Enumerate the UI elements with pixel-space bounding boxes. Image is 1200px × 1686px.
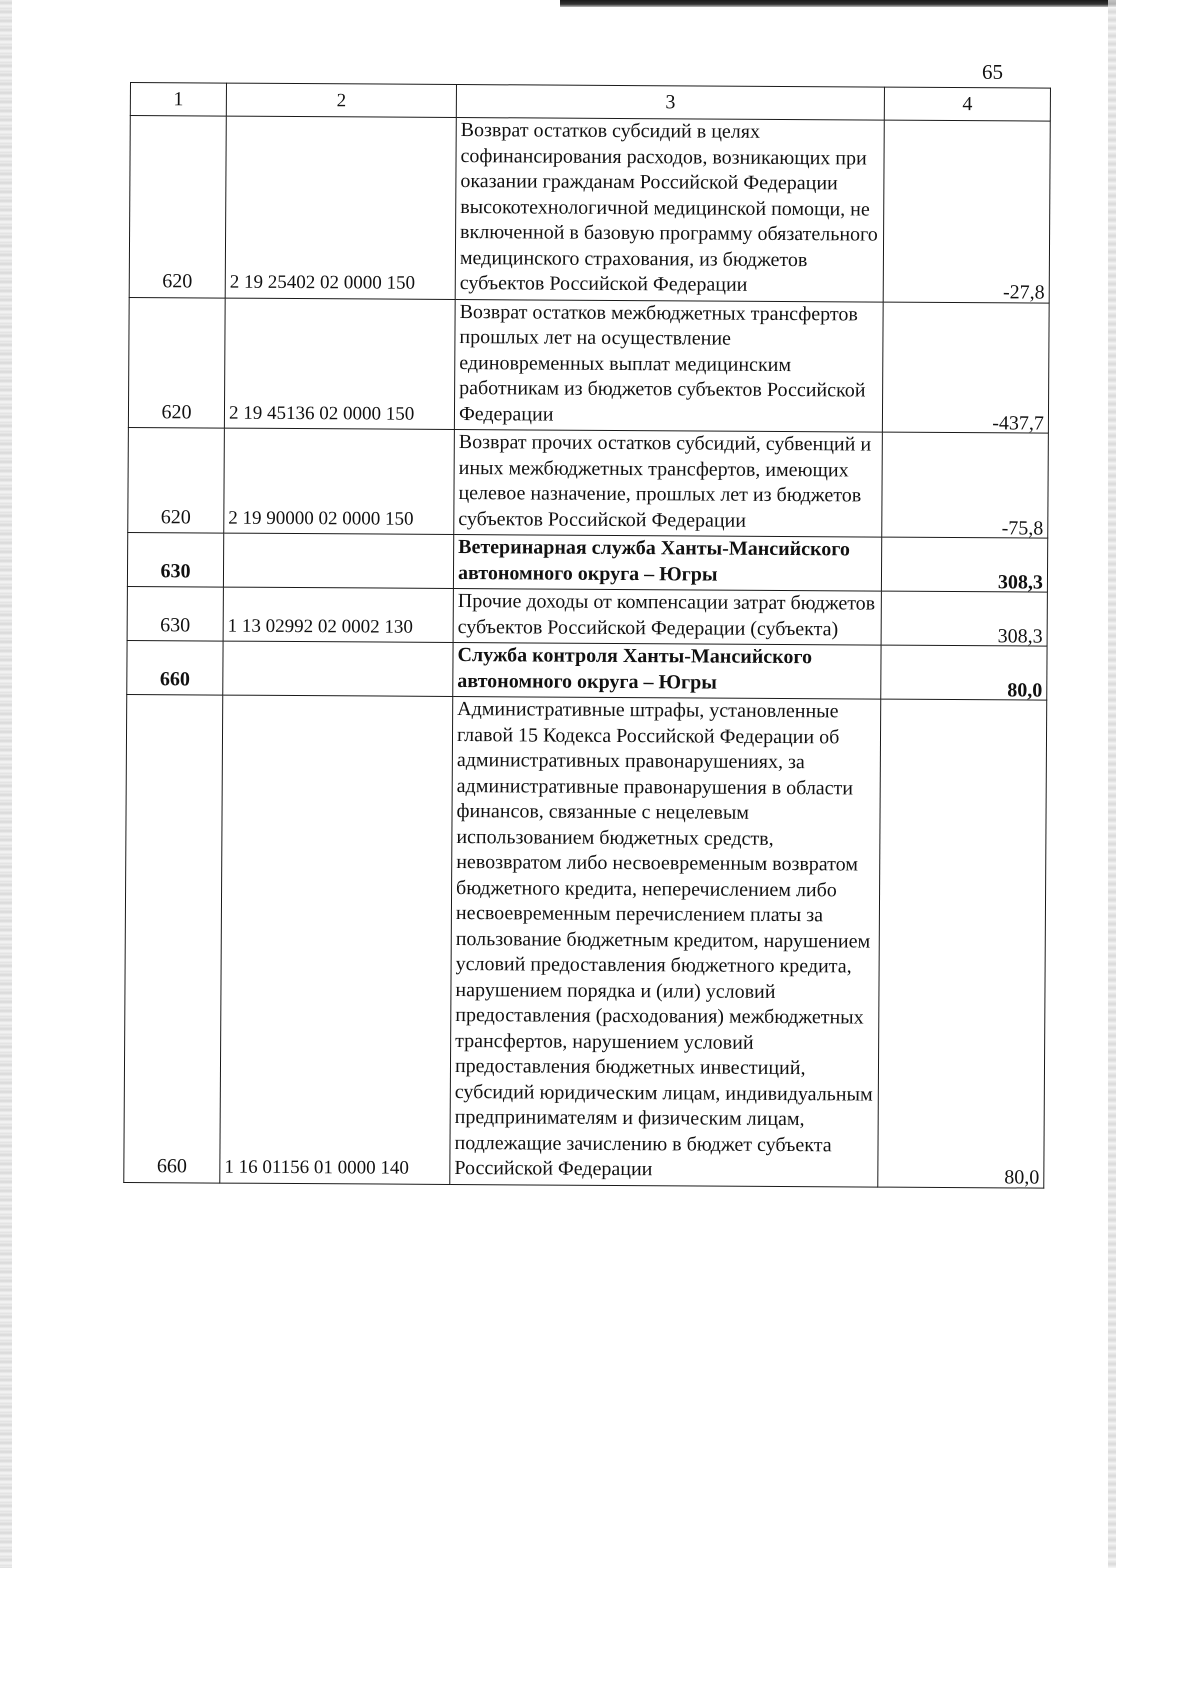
scan-border-right — [1108, 0, 1116, 1568]
description-cell: Административные штрафы, установленные главой 15 Кодекса Российской Федерации об административных правонарушениях, за административные правонарушения в области финансов, связанные с нецелевым использованием бюджетных средств, невозвратом либо несвоевременным возвратом бюджетного кредита, неперечислением либо несвоевременным перечислением платы за пользование бюджетным кредитом, нарушением условий предоставления бюджетного кредита, нарушением порядка и (или) условий предоставления (расходования) межбюджетных трансфертов, нарушением условий предоставления бюджетных инвестиций, субсидий юридическим лицам, индивидуальным предпринимателям и физическим лицам, подлежащие зачислению в бюджет субъекта Российской Федерации — [450, 696, 881, 1186]
budget-code-cell: 1 13 02992 02 0002 130 — [223, 587, 453, 642]
amount-value: 308,3 — [997, 624, 1043, 648]
table-row — [128, 427, 1049, 538]
amount-value: 308,3 — [997, 570, 1044, 594]
amount-value: 80,0 — [1004, 1166, 1040, 1189]
admin-code-cell: 630 — [127, 586, 223, 641]
header-col-2: 2 — [226, 83, 456, 117]
amount-cell — [883, 120, 1050, 303]
amount-cell — [882, 302, 1049, 434]
budget-code-cell: 2 19 25402 02 0000 150 — [225, 116, 456, 299]
description-cell: Возврат остатков субсидий в целях софинансирования расходов, возникающих при оказании гражданам Российской Федерации высокотехнологичной медицинской помощи, не включенной в базовую программу обязательного медицинского страхования, из бюджетов субъектов Российской Федерации — [455, 117, 884, 301]
scan-border-top — [560, 0, 1116, 7]
amount-value: 80,0 — [1007, 678, 1043, 702]
admin-code-cell: 660 — [124, 694, 223, 1182]
description-cell: Служба контроля Ханты-Мансийского автономного округа – Югры — [453, 642, 881, 699]
table-row — [127, 586, 1047, 646]
amount-value: -27,8 — [1002, 281, 1045, 304]
table-row-section-header — [127, 640, 1047, 700]
table-row-section-header — [127, 532, 1047, 592]
budget-code-cell: 2 19 45136 02 0000 150 — [224, 298, 455, 430]
admin-code-cell: 660 — [127, 640, 223, 695]
amount-cell — [881, 645, 1047, 700]
amount-cell — [878, 699, 1047, 1188]
page-number: 65 — [982, 60, 1003, 84]
header-col-3: 3 — [456, 84, 884, 120]
description-cell: Возврат остатков межбюджетных трансфертов прошлых лет на осуществление единовременных выплат медицинским работникам из бюджетов субъектов Российской Федерации — [454, 299, 883, 432]
description-cell: Ветеринарная служба Ханты-Мансийского автономного округа – Югры — [453, 534, 881, 591]
table-row — [124, 694, 1047, 1187]
admin-code-cell: 620 — [129, 116, 226, 298]
budget-code-cell: 1 16 01156 01 0000 140 — [220, 695, 453, 1184]
admin-code-cell: 620 — [128, 297, 225, 428]
budget-code-cell — [223, 533, 453, 588]
description-cell: Прочие доходы от компенсации затрат бюджетов субъектов Российской Федерации (субъекта) — [453, 588, 881, 645]
amount-cell — [882, 432, 1049, 538]
amount-cell — [881, 537, 1047, 592]
table-row — [129, 116, 1050, 303]
revenue-table — [123, 82, 1051, 1188]
description-cell: Возврат прочих остатков субсидий, субвенций и иных межбюджетных трансфертов, имеющих целевое назначение, прошлых лет из бюджетов субъектов Российской Федерации — [454, 429, 883, 537]
amount-value: -437,7 — [992, 411, 1045, 435]
admin-code-cell: 620 — [128, 427, 225, 533]
table-row — [128, 297, 1049, 433]
table-header-row — [130, 83, 1050, 122]
admin-code-cell: 630 — [127, 532, 223, 587]
amount-cell — [881, 591, 1047, 646]
budget-code-cell: 2 19 90000 02 0000 150 — [224, 428, 455, 534]
scan-border-left — [0, 0, 12, 1568]
header-col-4: 4 — [884, 87, 1050, 121]
header-col-1: 1 — [130, 83, 226, 117]
budget-code-cell — [223, 641, 453, 696]
amount-value: -75,8 — [1001, 516, 1044, 540]
